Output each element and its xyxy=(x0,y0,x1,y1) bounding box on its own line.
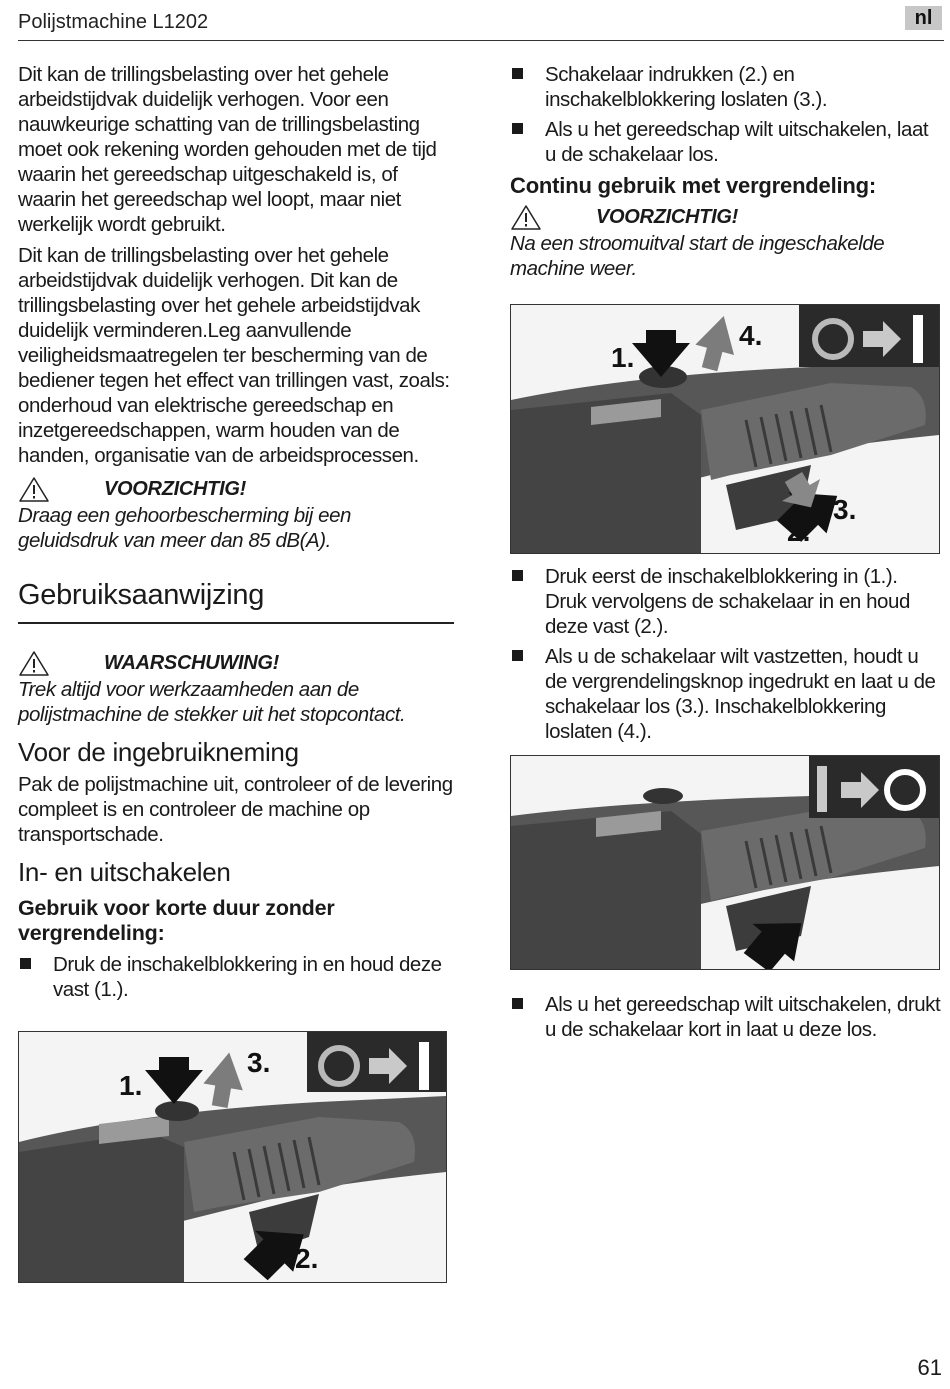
bullet-square-icon xyxy=(20,958,31,969)
warning-title: WAARSCHUWING! xyxy=(104,652,279,674)
warning-text: Trek altijd voor werkzaamheden aan de polijstmachine de stekker uit het stopcontact. xyxy=(18,678,406,726)
list-item xyxy=(510,644,942,744)
caution-title: VOORZICHTIG! xyxy=(104,478,246,500)
paragraph-vibration-1: Dit kan de trillingsbelasting over het gehele arbeidstijdvak duidelijk verhogen. Voor een nauwkeurige schatting van de trillingsbelasting moet ook rekening worden gehouden met de tijd waarin het gereedschap uitgeschakeld is, of waarin het gereedschap wel loopt, maar niet werkelijk wordt gebruikt. xyxy=(18,63,437,236)
bullet-list-switch-off xyxy=(510,992,942,1042)
section-title-instructions: Gebruiksaanwijzing xyxy=(18,579,454,624)
right-column-bottom xyxy=(510,992,942,1047)
bullet-list-short-use xyxy=(18,952,454,1002)
list-item-text: Druk de inschakelblokkering in en houd deze vast (1.). xyxy=(53,953,442,1001)
list-item-text: Als u het gereedschap wilt uitschakelen, laat u de schakelaar los. xyxy=(545,118,929,166)
figure-switch-lock-on xyxy=(510,304,940,554)
warning-block-plug xyxy=(18,650,454,727)
heading-continuous-use: Continu gebruik met vergrendeling: xyxy=(510,173,877,198)
list-item-text: Druk eerst de inschakelblokkering in (1.). Druk vervolgens de schakelaar in en houd deze vast (2.). xyxy=(545,565,910,638)
heading-first-use: Voor de ingebruikneming xyxy=(18,737,299,767)
header-rule xyxy=(18,40,944,41)
polisher-illustration xyxy=(19,1032,446,1282)
figure-label-step-1: 1. xyxy=(611,342,635,373)
figure-label-step-4: 4. xyxy=(739,320,763,351)
bullet-square-icon xyxy=(512,123,523,134)
figure-label-step-3: 3. xyxy=(833,494,857,525)
heading-short-use: Gebruik voor korte duur zonder vergrendeling: xyxy=(18,896,335,945)
bullet-square-icon xyxy=(512,650,523,661)
caution-title: VOORZICHTIG! xyxy=(596,206,738,228)
bullet-square-icon xyxy=(512,68,523,79)
polisher-illustration xyxy=(511,756,939,969)
figure-label-step-2: 2. xyxy=(295,1243,319,1274)
list-item xyxy=(510,992,942,1042)
figure-switch-off xyxy=(510,755,940,970)
list-item xyxy=(510,62,942,112)
left-column xyxy=(18,62,454,1007)
paragraph-first-use: Pak de polijstmachine uit, controleer of de levering compleet is en controleer de machine op transportschade. xyxy=(18,773,453,846)
caution-block-power-failure xyxy=(510,204,942,281)
heading-switching: In- en uitschakelen xyxy=(18,857,231,887)
bullet-square-icon xyxy=(512,570,523,581)
right-column xyxy=(510,62,942,287)
warning-triangle-icon xyxy=(510,204,542,231)
page-number: 61 xyxy=(917,1355,942,1380)
bullet-square-icon xyxy=(512,998,523,1009)
list-item xyxy=(18,952,454,1002)
bullet-list-continuous-use xyxy=(510,564,942,744)
figure-label-step-3: 3. xyxy=(247,1047,271,1078)
warning-triangle-icon xyxy=(18,476,50,503)
paragraph-vibration-2: Dit kan de trillingsbelasting over het gehele arbeidstijdvak duidelijk verhogen. Dit kan de trillingsbelasting over het gehele arbeidstijdvak duidelijk verminderen.Leg aanvullende veiligheidsmaatregelen ter bescherming van de bediener tegen het effect van trillingen vast, zoals: onderhoud van elektrische gereedschap en inzetgereedschappen, warm houden van de handen, organisatie van de arbeidsprocessen. xyxy=(18,244,450,467)
bullet-list-short-use-continued xyxy=(510,62,942,167)
figure-switch-short-use xyxy=(18,1031,447,1283)
right-column-middle xyxy=(510,564,942,749)
caution-text: Draag een gehoorbescherming bij een geluidsdruk van meer dan 85 dB(A). xyxy=(18,504,351,552)
warning-triangle-icon xyxy=(18,650,50,677)
caution-block-hearing xyxy=(18,476,454,553)
list-item xyxy=(510,564,942,639)
caution-text: Na een stroomuitval start de ingeschakelde machine weer. xyxy=(510,232,885,280)
list-item-text: Als u het gereedschap wilt uitschakelen, drukt u de schakelaar kort in laat u deze los. xyxy=(545,993,941,1041)
list-item xyxy=(510,117,942,167)
polisher-illustration xyxy=(511,305,939,553)
list-item-text: Schakelaar indrukken (2.) en inschakelblokkering loslaten (3.). xyxy=(545,63,828,111)
figure-label-step-2: 2. xyxy=(787,516,811,547)
list-item-text: Als u de schakelaar wilt vastzetten, houdt u de vergrendelingsknop ingedrukt en laat u de schakelaar los (3.). Inschakelblokkering loslaten (4.). xyxy=(545,645,936,743)
language-badge: nl xyxy=(905,6,942,30)
page-header-title: Polijstmachine L1202 xyxy=(18,11,209,33)
figure-label-step-1: 1. xyxy=(119,1070,143,1101)
